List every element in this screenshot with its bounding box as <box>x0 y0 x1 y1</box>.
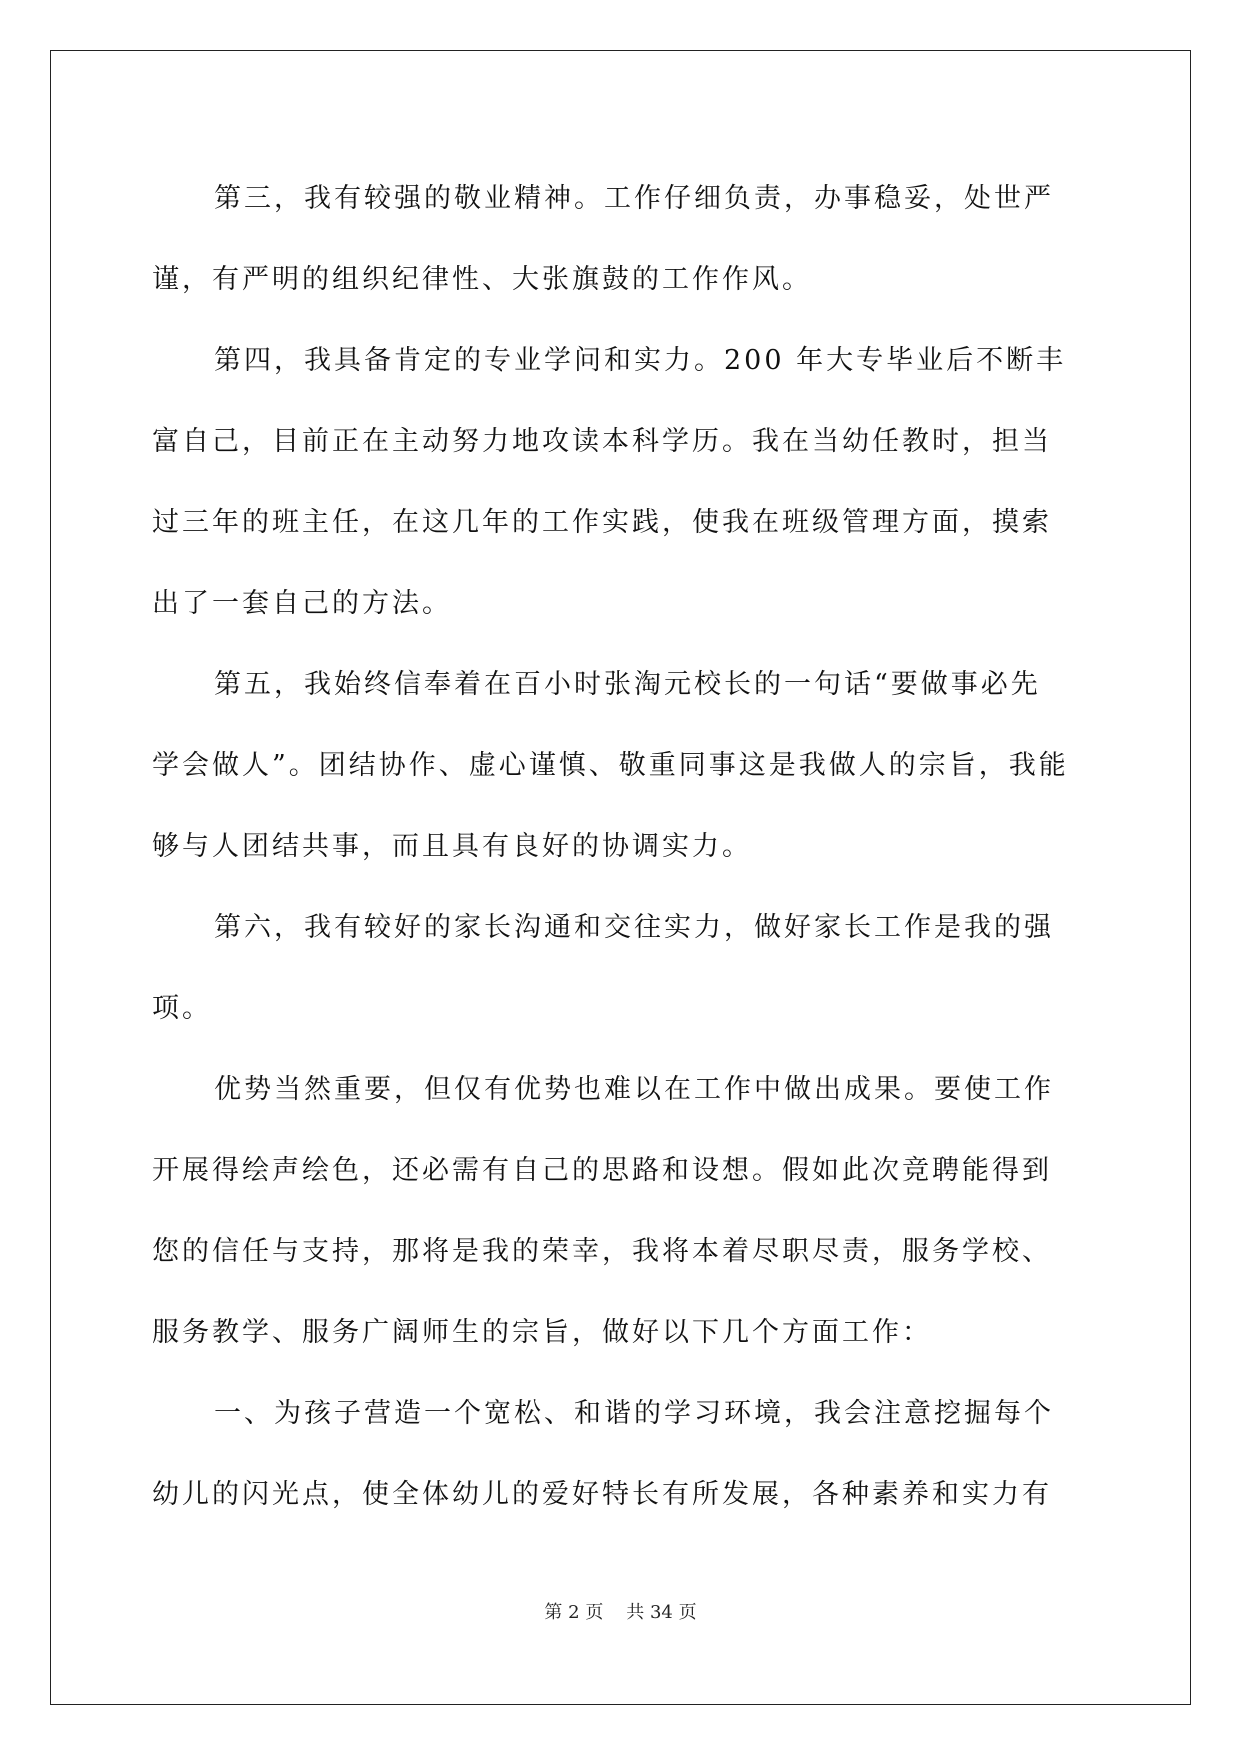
page-number: 第 2 页 <box>544 1602 604 1623</box>
paragraph-line: 谨，有严明的组织纪律性、大张旗鼓的工作作风。 <box>152 264 812 295</box>
paragraph-line: 幼儿的闪光点，使全体幼儿的爱好特长有所发展，各种素养和实力有 <box>152 1479 1052 1510</box>
page-footer <box>0 1598 1241 1624</box>
paragraph-line: 第六，我有较好的家长沟通和交往实力，做好家长工作是我的强 <box>214 912 1054 943</box>
paragraph-line: 您的信任与支持，那将是我的荣幸，我将本着尽职尽责，服务学校、 <box>152 1236 1052 1267</box>
paragraph-line: 第五，我始终信奉着在百小时张淘元校长的一句话“要做事必先 <box>214 669 1041 700</box>
paragraph-line: 项。 <box>152 993 212 1024</box>
paragraph-line: 过三年的班主任，在这几年的工作实践，使我在班级管理方面，摸索 <box>152 507 1052 538</box>
paragraph-line: 富自己，目前正在主动努力地攻读本科学历。我在当幼任教时，担当 <box>152 426 1052 457</box>
paragraph-line: 够与人团结共事，而且具有良好的协调实力。 <box>152 831 752 862</box>
paragraph-line: 第四，我具备肯定的专业学问和实力。200 年大专毕业后不断丰 <box>214 345 1067 376</box>
paragraph-line: 一、为孩子营造一个宽松、和谐的学习环境，我会注意挖掘每个 <box>214 1398 1054 1429</box>
paragraph-line: 优势当然重要，但仅有优势也难以在工作中做出成果。要使工作 <box>214 1074 1054 1105</box>
page-total: 共 34 页 <box>626 1602 697 1623</box>
paragraph-line: 服务教学、服务广阔师生的宗旨，做好以下几个方面工作： <box>152 1317 932 1348</box>
paragraph-line: 开展得绘声绘色，还必需有自己的思路和设想。假如此次竞聘能得到 <box>152 1155 1052 1186</box>
paragraph-line: 学会做人”。团结协作、虚心谨慎、敬重同事这是我做人的宗旨，我能 <box>152 750 1069 781</box>
paragraph-line: 第三，我有较强的敬业精神。工作仔细负责，办事稳妥，处世严 <box>214 183 1054 214</box>
paragraph-line: 出了一套自己的方法。 <box>152 588 452 619</box>
document-body <box>152 158 1092 1535</box>
